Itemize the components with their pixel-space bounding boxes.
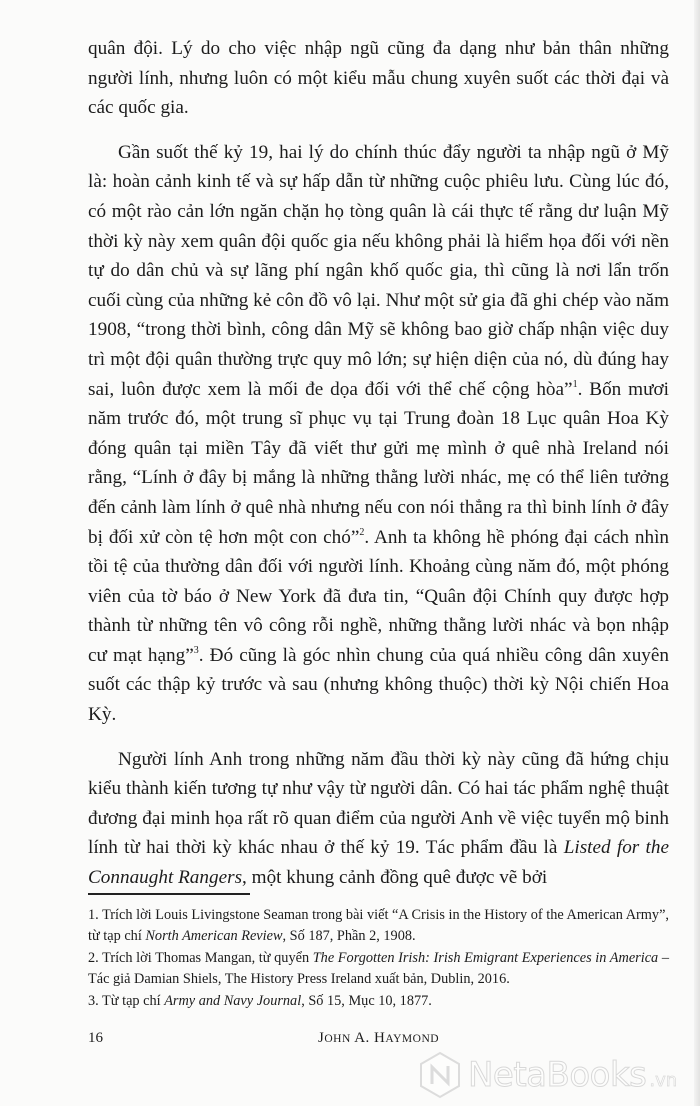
netabooks-hexagon-logo-icon	[418, 1051, 462, 1099]
author-smallcaps: AYMOND	[385, 1033, 440, 1045]
paragraph-1	[88, 34, 669, 123]
footnote-text: , Số 187, Phần 2, 1908.	[282, 928, 416, 945]
footnote-ref-2[interactable]: 2	[359, 526, 365, 538]
footnote-source-title: North American Review	[145, 928, 283, 945]
footnote-source-title: The Forgotten Irish: Irish Emigrant Experiences in America	[312, 949, 659, 966]
netabooks-watermark	[418, 1050, 698, 1100]
paragraph-text: , một khung cảnh đồng quê được vẽ bởi	[242, 867, 548, 889]
paragraph-text: Người lính Anh trong những năm đầu thời kỳ này cũng đã hứng chịu kiểu thành kiến tương tự như vậy từ người dân. Có hai tác phẩm nghệ thuật đương đại minh họa rất rõ quan điểm của người Anh về việc tuyển mộ binh lính từ hai thời kỳ khác nhau ở thế kỷ 19. Tác phẩm đầu là	[88, 748, 669, 859]
footnote-text: – Tác giả Damian Shiels, The History Press Ireland xuất bản, Dublin, 2016.	[88, 949, 669, 988]
author-smallcaps: OHN	[324, 1033, 351, 1045]
author-initial: H	[374, 1030, 386, 1046]
watermark-tld: .vn	[649, 1069, 678, 1091]
body-text	[88, 34, 669, 893]
footnote-text: 2. Trích lời Thomas Mangan, từ quyển	[88, 949, 313, 966]
paragraph-text: . Bốn mươi năm trước đó, một trung sĩ phục vụ tại Trung đoàn 18 Lục quân Hoa Kỳ đóng quân tại miền Tây đã viết thư gửi mẹ mình ở quê nhà Ireland nói rằng, “Lính ở đây bị mắng là những thằng lười nhác, mẹ có thể liên tưởng đến cảnh làm lính ở quê nhà nhưng nếu con nói thẳng ra thì binh lính ở đây bị đối xử còn tệ hơn một con chó”	[88, 378, 669, 548]
footnote-text: , Số 15, Mục 10, 1877.	[301, 992, 432, 1009]
footnote-text: 3. Từ tạp chí	[88, 992, 165, 1009]
footnote-ref-3[interactable]: 3	[193, 644, 199, 656]
footnote-2	[88, 948, 669, 991]
footnote-ref-1[interactable]: 1	[572, 378, 578, 390]
paragraph-text: . Anh ta không hề phóng đại cách nhìn tồi tệ của thường dân đối với người lính. Khoảng cùng năm đó, một phóng viên của tờ báo ở New York đã đưa tin, “Quân đội Chính quy được hợp thành từ những tên vô công rỗi nghề, những thằng lười nhác và bọn nhập cư mạt hạng”	[88, 526, 669, 666]
paragraph-2	[88, 138, 669, 730]
author-middle: A.	[350, 1030, 375, 1046]
paragraph-text: . Đó cũng là góc nhìn chung của quá nhiều công dân xuyên suốt các thập kỷ trước và sau (nhưng không thuộc) thời kỳ Nội chiến Hoa Kỳ.	[88, 644, 669, 726]
watermark-brand: NetaBooks	[468, 1055, 647, 1095]
paragraph-text: quân đội. Lý do cho việc nhập ngũ cũng đa dạng như bản thân những người lính, nhưng luôn có một kiểu mẫu chung xuyên suốt các thời đại và các quốc gia.	[88, 38, 669, 119]
paragraph-text: Gần suốt thế kỷ 19, hai lý do chính thúc đẩy người ta nhập ngũ ở Mỹ là: hoàn cảnh kinh tế và sự hấp dẫn từ những cuộc phiêu lưu. Cùng lúc đó, có một rào cản lớn ngăn chặn họ tòng quân là cái thực tế rằng dư luận Mỹ thời kỳ này xem quân đội quốc gia nếu không phải là hiểm họa đối với nền tự do dân chủ và sự lãng phí ngân khố quốc gia, thì cũng là nơi lẩn trốn cuối cùng của những kẻ côn đồ vô lại. Như một sử gia đã ghi chép vào năm 1908, “trong thời bình, công dân Mỹ sẽ không bao giờ chấp nhận việc duy trì một đội quân thường trực quy mô lớn; sự hiện diện của nó, dù đúng hay sai, luôn được xem là mối đe dọa đối với thể chế cộng hòa”	[88, 141, 669, 400]
footnotes	[88, 905, 669, 1012]
author-initial: J	[318, 1030, 325, 1046]
running-head-author	[318, 1030, 439, 1047]
paragraph-3	[88, 745, 669, 893]
footnote-1	[88, 905, 669, 948]
footnote-text: 1. Trích lời Louis Livingstone Seaman trong bài viết “A Crisis in the History of the American Army”, từ tạp chí	[88, 907, 669, 945]
footnote-divider	[88, 893, 250, 895]
footnote-source-title: Army and Navy Journal	[164, 992, 302, 1009]
page-edge	[694, 0, 700, 1106]
artwork-title: Listed for the Connaught Rangers	[88, 837, 669, 889]
footnote-3	[88, 991, 669, 1012]
page-number: 16	[88, 1030, 103, 1046]
